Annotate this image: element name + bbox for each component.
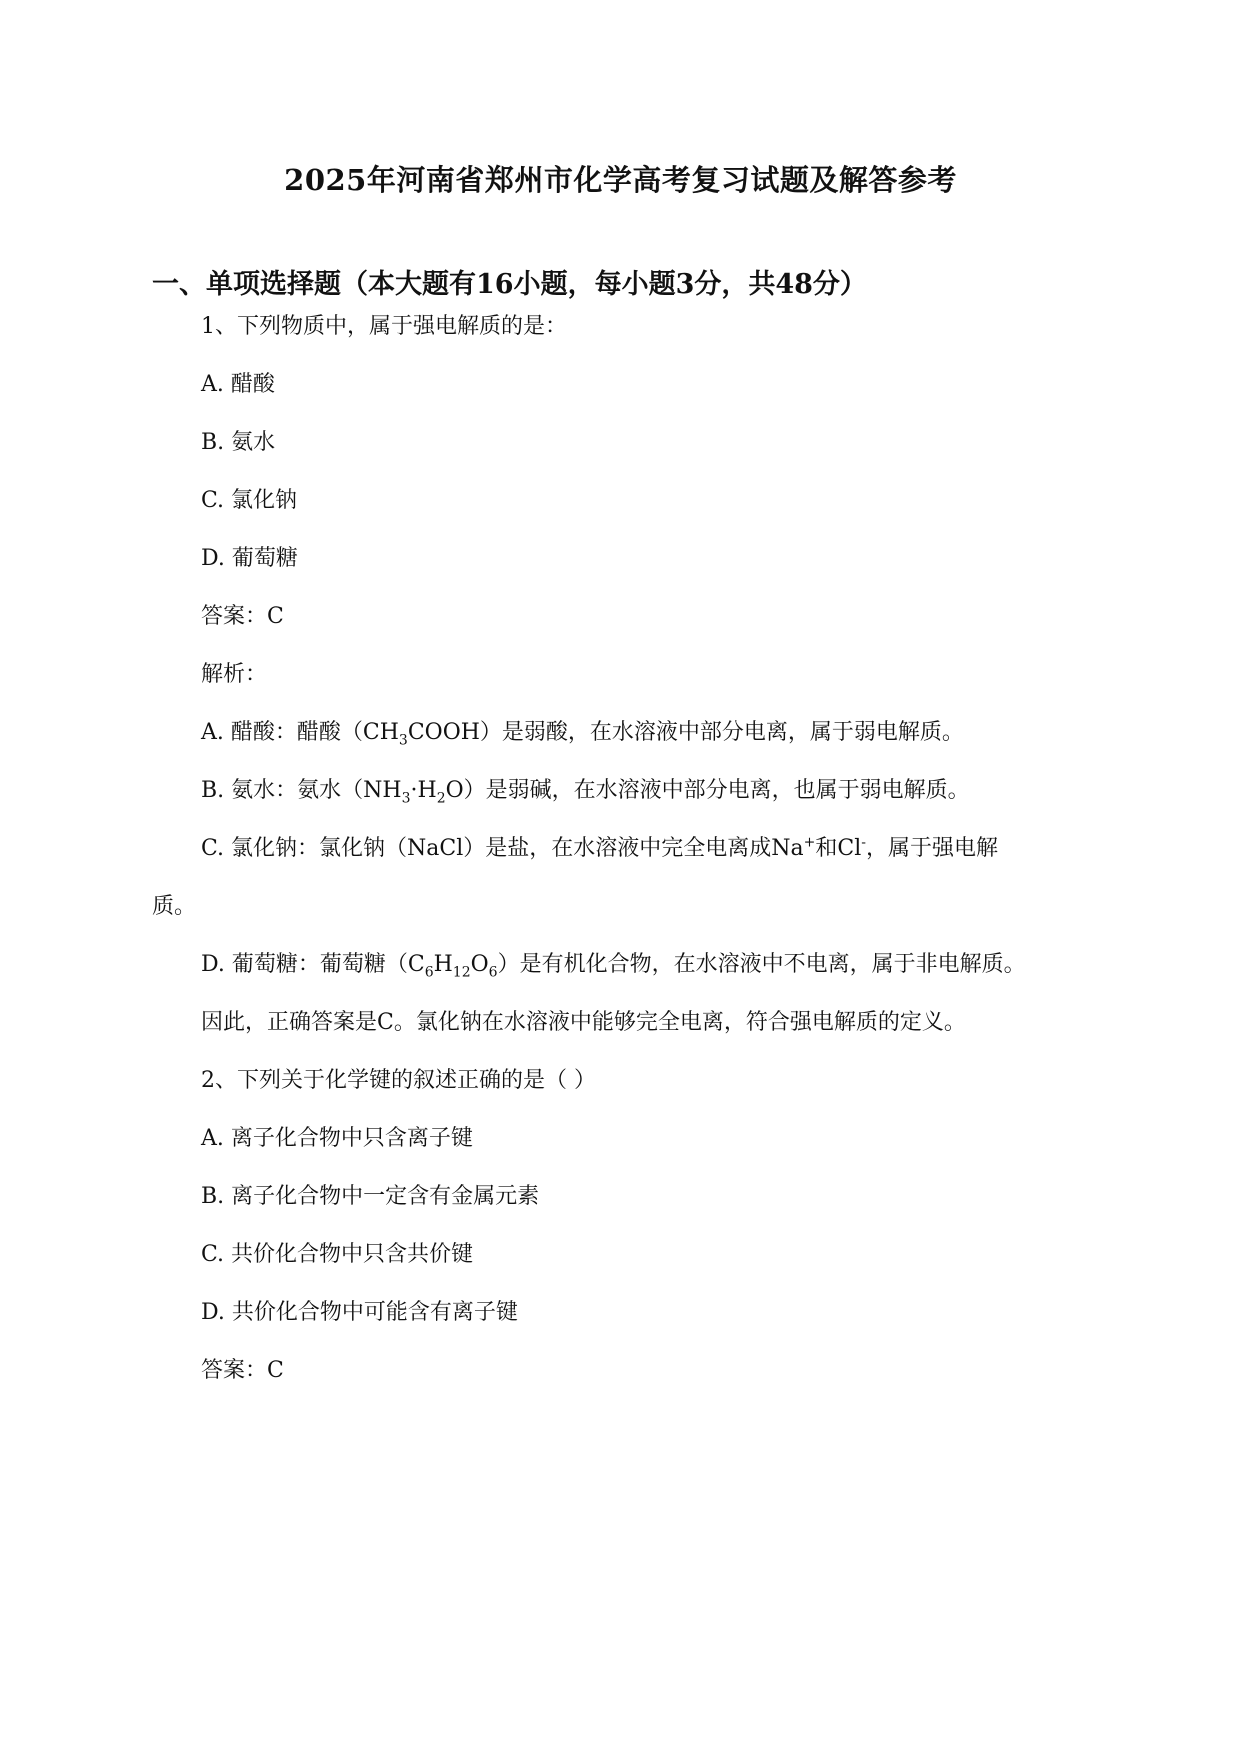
question-2-stem: 2、下列关于化学键的叙述正确的是（ ） (201, 1068, 596, 1093)
q2-answer: 答案：C (201, 1358, 284, 1383)
q1-analysis-c-continued: 质。 (152, 894, 197, 919)
page-title: 2025年河南省郑州市化学高考复习试题及解答参考 (284, 163, 957, 197)
q2-option-a: A. 离子化合物中只含离子键 (201, 1126, 473, 1151)
question-1-stem: 1、下列物质中，属于强电解质的是： (201, 314, 567, 339)
q1-answer: 答案：C (201, 604, 284, 629)
q1-analysis-d: D. 葡萄糖：葡萄糖$(C_6H_{12}O_6)$是有机化合物，在水溶液中不电离，属于非电解质。 (201, 952, 1026, 981)
q2-option-d: D. 共价化合物中可能含有离子键 (201, 1300, 518, 1325)
q2-option-b: B. 离子化合物中一定含有金属元素 (201, 1184, 540, 1209)
q1-option-a: A. 醋酸 (201, 372, 275, 397)
q1-analysis-c: C. 氯化钠：氯化钠（NaCl）是盐，在水溶液中完全电离成Na+和Cl-，属于强电解 (201, 834, 998, 861)
q1-option-d: D. 葡萄糖 (201, 546, 298, 571)
q1-analysis-a: A. 醋酸：醋酸$(CH_3COOH)$是弱酸，在水溶液中部分电离，属于弱电解质。 (201, 720, 964, 749)
q1-analysis-label: 解析： (201, 662, 268, 687)
q1-analysis-b: B. 氨水：氨水$(NH_3\cdot H_2O)$是弱碱，在水溶液中部分电离，也属于弱电解质。 (201, 778, 970, 807)
q1-option-c: C. 氯化钠 (201, 488, 298, 513)
q1-option-b: B. 氨水 (201, 430, 276, 455)
section-heading: 一、单项选择题（本大题有16小题，每小题3分，共48分） (152, 269, 867, 300)
q2-option-c: C. 共价化合物中只含共价键 (201, 1242, 474, 1267)
q1-conclusion: 因此，正确答案是C。氯化钠在水溶液中能够完全电离，符合强电解质的定义。 (201, 1010, 966, 1035)
